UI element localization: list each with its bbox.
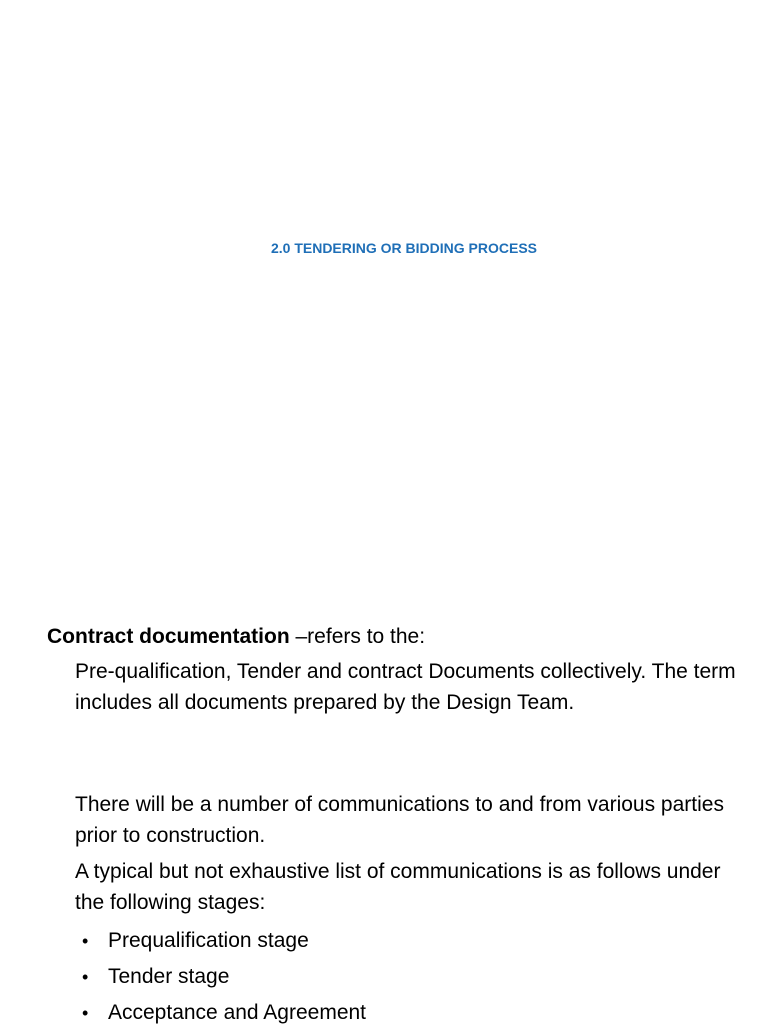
paragraph-communications: There will be a number of communications to and from various parties prior to construction. [75, 793, 724, 847]
list-item [82, 995, 366, 1031]
lead-definition: –refers to the: [289, 625, 426, 648]
bullet-icon: • [82, 931, 89, 951]
paragraph-list-intro: A typical but not exhaustive list of communications is as follows under the following stages: [75, 860, 721, 914]
list-item [82, 923, 366, 959]
bullet-icon: • [82, 967, 89, 987]
section-heading: 2.0 TENDERING OR BIDDING PROCESS [270, 240, 538, 256]
lead-term: Contract documentation [47, 625, 290, 648]
stages-list [82, 923, 366, 1031]
list-item-label: Acceptance and Agreement [108, 1001, 367, 1024]
list-item [82, 959, 366, 995]
list-item-label: Tender stage [108, 965, 230, 988]
list-item-label: Prequalification stage [108, 929, 309, 952]
bullet-icon: • [82, 1003, 89, 1023]
lead-line [47, 623, 425, 651]
paragraph-definition: Pre-qualification, Tender and contract Documents collectively. The term includes all documents prepared by the Design Team. [75, 660, 736, 714]
